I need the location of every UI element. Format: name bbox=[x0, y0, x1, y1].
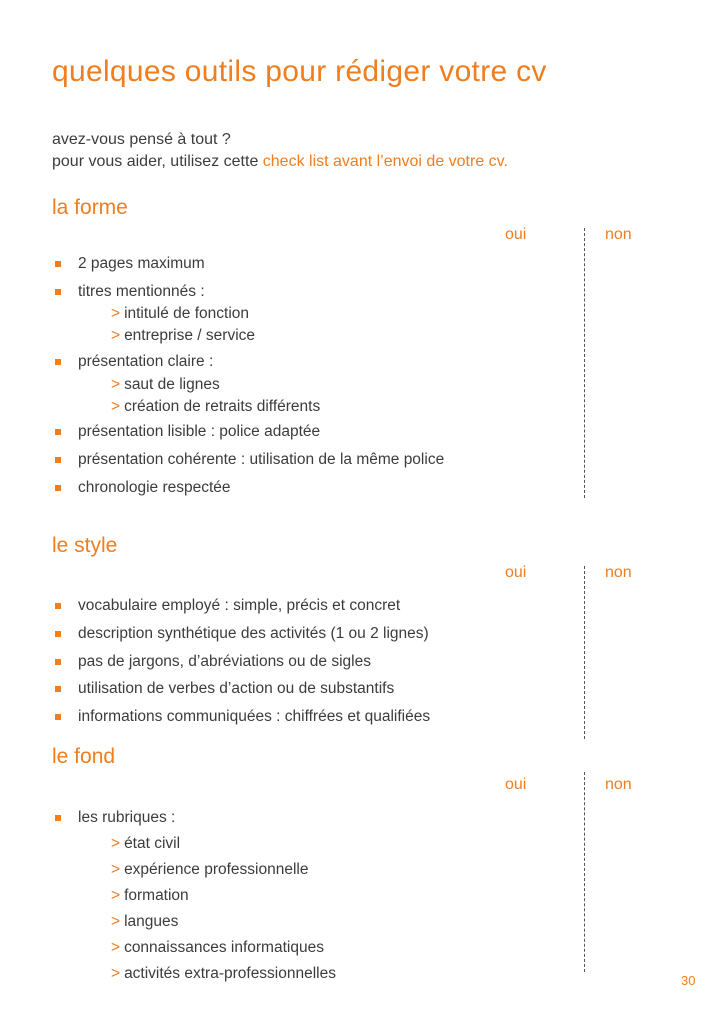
check-subitem-label: entreprise / service bbox=[124, 327, 256, 344]
check-subitem-label: création de retraits différents bbox=[124, 398, 321, 415]
column-divider bbox=[584, 566, 585, 739]
chevron-right-icon: > bbox=[111, 398, 121, 415]
check-item: chronologie respectée bbox=[78, 479, 231, 496]
chevron-right-icon: > bbox=[111, 305, 121, 322]
check-item: 2 pages maximum bbox=[78, 255, 205, 272]
bullet-icon bbox=[55, 659, 61, 665]
bullet-icon bbox=[55, 714, 61, 720]
check-subitem-label: connaissances informatiques bbox=[124, 939, 324, 956]
intro-instruction-text: pour vous aider, utilisez cette bbox=[52, 153, 263, 170]
page-number: 30 bbox=[681, 973, 696, 988]
check-subitem bbox=[111, 861, 308, 879]
check-subitem bbox=[111, 376, 220, 394]
check-item: informations communiquées : chiffrées et qualifiées bbox=[78, 708, 431, 725]
check-subitem-label: saut de lignes bbox=[124, 376, 220, 393]
column-oui: oui bbox=[505, 776, 527, 793]
column-divider bbox=[584, 228, 585, 498]
check-item: titres mentionnés : bbox=[78, 283, 205, 300]
check-subitem bbox=[111, 913, 178, 931]
chevron-right-icon: > bbox=[111, 939, 121, 956]
check-subitem bbox=[111, 305, 249, 323]
check-subitem bbox=[111, 835, 180, 853]
chevron-right-icon: > bbox=[111, 327, 121, 344]
bullet-icon bbox=[55, 603, 61, 609]
intro-question: avez-vous pensé à tout ? bbox=[52, 131, 231, 148]
section-title-style: le style bbox=[52, 534, 118, 557]
check-item: utilisation de verbes d’action ou de substantifs bbox=[78, 680, 395, 697]
column-non: non bbox=[605, 226, 632, 243]
bullet-icon bbox=[55, 359, 61, 365]
check-item: présentation claire : bbox=[78, 353, 214, 370]
check-subitem-label: activités extra-professionnelles bbox=[124, 965, 336, 982]
check-subitem-label: langues bbox=[124, 913, 179, 930]
check-subitem bbox=[111, 327, 255, 345]
chevron-right-icon: > bbox=[111, 376, 121, 393]
chevron-right-icon: > bbox=[111, 835, 121, 852]
bullet-icon bbox=[55, 631, 61, 637]
intro-instruction bbox=[52, 153, 508, 171]
section-title-fond: le fond bbox=[52, 745, 116, 768]
bullet-icon bbox=[55, 815, 61, 821]
intro-instruction-highlight: check list avant l’envoi de votre cv. bbox=[262, 153, 508, 170]
check-item: présentation lisible : police adaptée bbox=[78, 423, 321, 440]
section-title-forme: la forme bbox=[52, 196, 128, 219]
check-item: description synthétique des activités (1 ou 2 lignes) bbox=[78, 625, 429, 642]
chevron-right-icon: > bbox=[111, 913, 121, 930]
check-subitem bbox=[111, 939, 324, 957]
check-item: présentation cohérente : utilisation de la même police bbox=[78, 451, 445, 468]
check-item: pas de jargons, d’abréviations ou de sigles bbox=[78, 653, 371, 670]
column-oui: oui bbox=[505, 564, 527, 581]
check-item: les rubriques : bbox=[78, 809, 176, 826]
column-non: non bbox=[605, 564, 632, 581]
check-subitem-label: état civil bbox=[124, 835, 181, 852]
bullet-icon bbox=[55, 261, 61, 267]
chevron-right-icon: > bbox=[111, 861, 121, 878]
chevron-right-icon: > bbox=[111, 965, 121, 982]
check-item: vocabulaire employé : simple, précis et concret bbox=[78, 597, 401, 614]
check-subitem-label: formation bbox=[124, 887, 189, 904]
page-title: quelques outils pour rédiger votre cv bbox=[52, 55, 547, 88]
bullet-icon bbox=[55, 485, 61, 491]
column-divider bbox=[584, 772, 585, 972]
bullet-icon bbox=[55, 429, 61, 435]
bullet-icon bbox=[55, 289, 61, 295]
chevron-right-icon: > bbox=[111, 887, 121, 904]
bullet-icon bbox=[55, 686, 61, 692]
check-subitem bbox=[111, 887, 189, 905]
check-subitem-label: intitulé de fonction bbox=[124, 305, 250, 322]
check-subitem bbox=[111, 965, 336, 983]
column-oui: oui bbox=[505, 226, 527, 243]
check-subitem-label: expérience professionnelle bbox=[124, 861, 309, 878]
check-subitem bbox=[111, 398, 320, 416]
column-non: non bbox=[605, 776, 632, 793]
bullet-icon bbox=[55, 457, 61, 463]
